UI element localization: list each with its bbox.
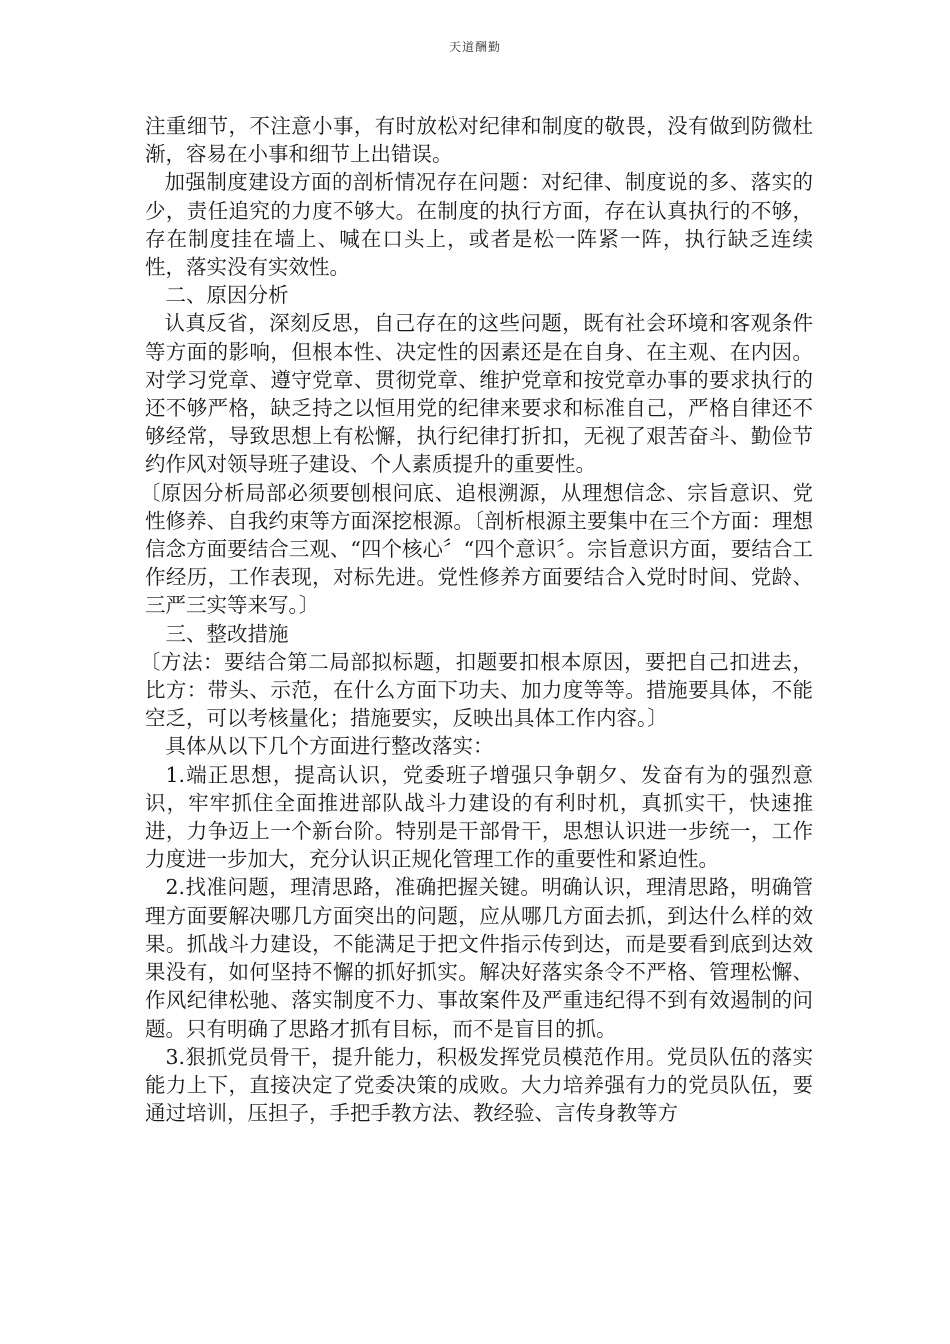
paragraph-intro-measures: 具体从以下几个方面进行整改落实： (165, 734, 494, 759)
paragraph-method-note: 〔方法：要结合第二局部拟标题，扣题要扣根本原因，要把自己扣进去，比方：带头、示范，在什么方面下功夫、加力度等等。措施要具体，不能空乏，可以考核量化；措施要实，反映出具体工作内容。〕 (139, 649, 813, 731)
paragraph-continuation: 注重细节，不注意小事，有时放松对纪律和制度的敬畏，没有做到防微杜渐，容易在小事和细节上出错误。 (145, 114, 813, 167)
section-heading-rectification: 三、整改措施 (165, 621, 289, 646)
paragraph-cause-note: 〔原因分析局部必须要刨根问底、追根溯源，从理想信念、宗旨意识、党性修养、自我约束等方面深挖根源。〔剖析根源主要集中在三个方面：理想信念方面要结合三观、“四个核心〞“四个意识〞。宗旨意识方面，要结合工作经历，工作表现，对标先进。党性修养方面要结合入党时时间、党龄、三严三实等来写。〕 (139, 480, 813, 618)
paragraph-system-construction: 加强制度建设方面的剖析情况存在问题：对纪律、制度说的多、落实的少，责任追究的力度不够大。在制度的执行方面，存在认真执行的不够，存在制度挂在墙上、喊在口头上，或者是松一阵紧一阵，执行缺乏连续性，落实没有实效性。 (145, 170, 813, 280)
section-heading-cause-analysis: 二、原因分析 (165, 283, 289, 308)
page-header: 天道酬勤 (448, 40, 501, 54)
list-item-measure-2: 2.找准问题，理清思路，准确把握关键。明确认识，理清思路，明确管理方面要解决哪几方面突出的问题，应从哪几方面去抓，到达什么样的效果。抓战斗力建设，不能满足于把文件指示传到达，而是要看到底到达效果没有，如何坚持不懈的抓好抓实。解决好落实条令不严格、管理松懈、作风纪律松驰、落实制度不力、事故案件及严重违纪得不到有效遏制的问题。只有明确了思路才抓有目标，而不是盲目的抓。 (145, 875, 813, 1041)
document-body (139, 112, 813, 1127)
list-item-measure-1: 1.端正思想，提高认识，党委班子增强只争朝夕、发奋有为的强烈意识，牢牢抓住全面推进部队战斗力建设的有利时机，真抓实干，快速推进，力争迈上一个新台阶。特别是干部骨干，思想认识进一步统一，工作力度进一步加大，充分认识正规化管理工作的重要性和紧迫性。 (145, 762, 813, 872)
paragraph-reflection: 认真反省，深刻反思，自己存在的这些问题，既有社会环境和客观条件等方面的影响，但根本性、决定性的因素还是在自身、在主观、在内因。对学习党章、遵守党章、贯彻党章、维护党章和按党章办事的要求执行的还不够严格，缺乏持之以恒用党的纪律来要求和标准自己，严格自律还不够经常，导致思想上有松懈，执行纪律打折扣，无视了艰苦奋斗、勤俭节约作风对领导班子建设、个人素质提升的重要性。 (145, 311, 813, 477)
list-item-measure-3: 3.狠抓党员骨干，提升能力，积极发挥党员模范作用。党员队伍的落实能力上下，直接决定了党委决策的成败。大力培养强有力的党员队伍，要通过培训，压担子，手把手教方法、教经验、言传身教等方 (145, 1044, 813, 1126)
